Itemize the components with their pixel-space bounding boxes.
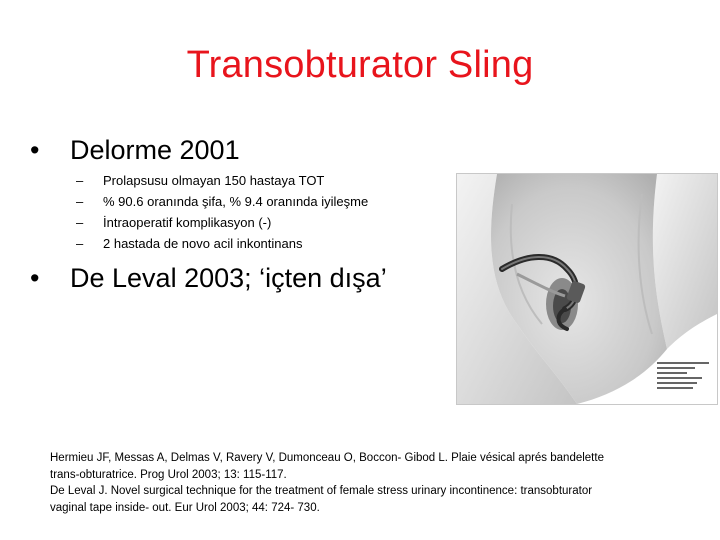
subitem-text: % 90.6 oranında şifa, % 9.4 oranında iyileşme xyxy=(103,194,369,209)
reference-line: Hermieu JF, Messas A, Delmas V, Ravery V, Dumonceau O, Boccon- Gibod L. Plaie vésical aprés bandelette xyxy=(50,452,604,464)
subitem xyxy=(76,194,368,209)
sub-marker: – xyxy=(76,194,84,209)
bullet-delorme xyxy=(30,135,240,166)
bullet-marker: • xyxy=(30,135,40,165)
illustration-credit-lines xyxy=(657,362,709,389)
reference-line: vaginal tape inside- out. Eur Urol 2003; 44: 724- 730. xyxy=(50,501,320,514)
reference-line: De Leval J. Novel surgical technique for the treatment of female stress urinary incontinence: transobturator xyxy=(50,485,593,497)
subitem xyxy=(76,236,302,251)
subitem-text: İntraoperatif komplikasyon (-) xyxy=(103,215,272,230)
subitem xyxy=(76,173,324,188)
reference-line: trans-obturatrice. Prog Urol 2003; 13: 115-117. xyxy=(50,468,287,481)
sub-marker: – xyxy=(76,173,84,188)
references xyxy=(50,450,710,516)
subitem xyxy=(76,215,271,230)
bullet-text: Delorme 2001 xyxy=(70,135,240,165)
slide-title: Transobturator Sling xyxy=(186,44,534,86)
sub-marker: – xyxy=(76,215,84,230)
subitem-text: Prolapsusu olmayan 150 hastaya TOT xyxy=(103,173,325,188)
right-thigh-shape xyxy=(653,174,717,349)
surgical-illustration xyxy=(456,173,718,405)
anatomy-drawing xyxy=(457,174,717,404)
bullet-de-leval xyxy=(30,263,387,294)
subitem-text: 2 hastada de novo acil inkontinans xyxy=(103,236,303,251)
sub-marker: – xyxy=(76,236,84,251)
bullet-marker: • xyxy=(30,263,40,293)
bullet-text: De Leval 2003; ‘içten dışa’ xyxy=(70,263,387,293)
